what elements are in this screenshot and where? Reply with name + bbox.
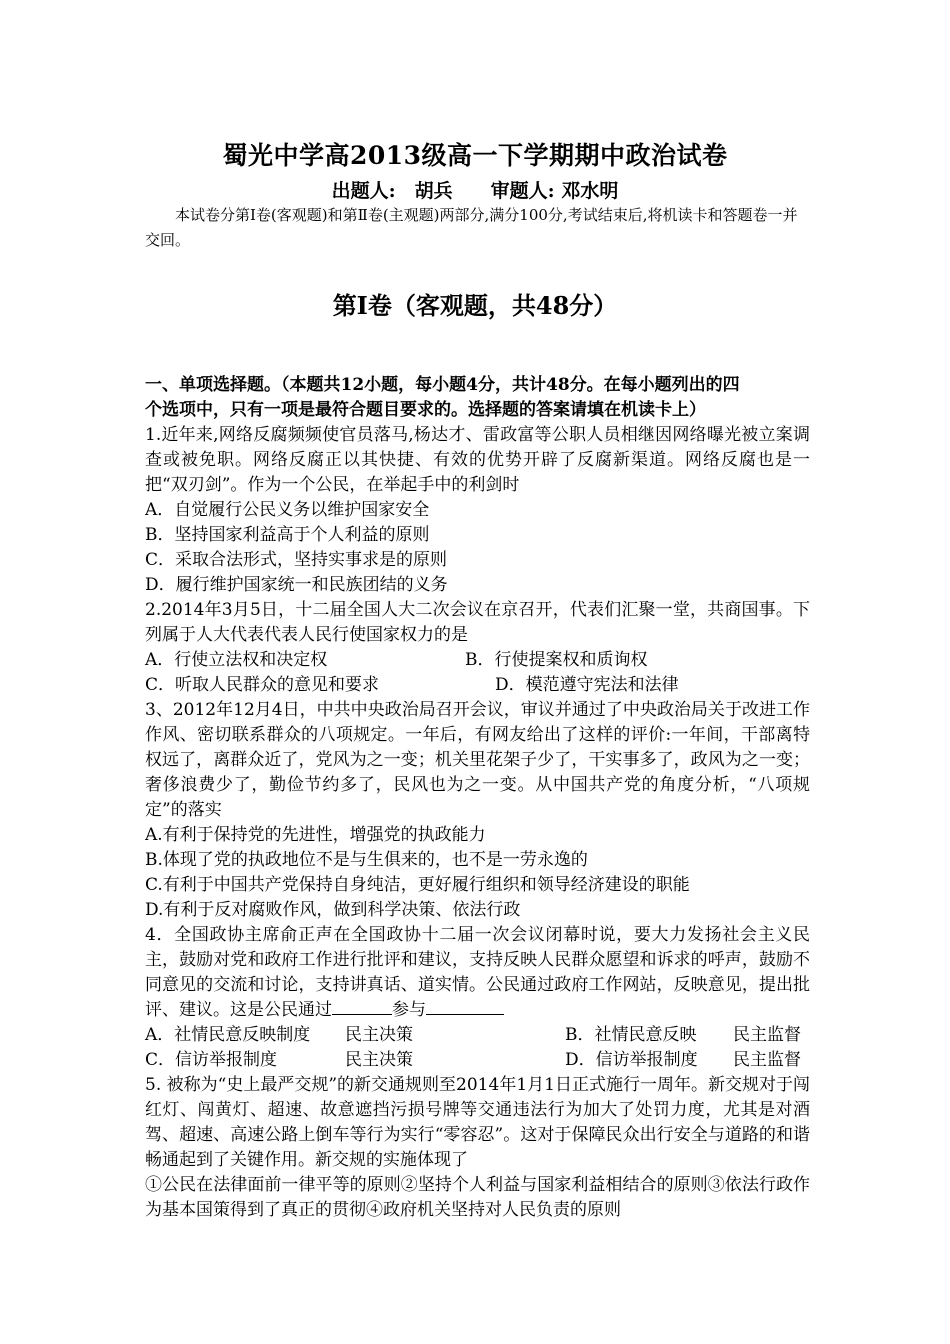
q3-option-c: C.有利于中国共产党保持自身纯洁，更好履行组织和领导经济建设的职能 <box>145 875 690 895</box>
q4-stem-text: 4．全国政协主席俞正声在全国政协十二届一次会议闭幕时说，要大力发扬社会主义民主，鼓励对党和政府工作进行批评和建议，支持反映人民群众愿望和诉求的呼声，鼓励不同意见的交流和讨论，支持讲真话、道实情。公民通过政府工作网站，反映意见，提出批评、建议。这是公民通过 <box>145 925 810 1020</box>
q4-blank-1 <box>332 998 392 1015</box>
q2-options-row1 <box>145 648 810 673</box>
q4-stem-mid: 参与 <box>392 1000 426 1020</box>
q2-options-row2 <box>145 673 810 698</box>
q4-option-b-2: 民主监督 <box>733 1025 801 1045</box>
q4-stem <box>145 923 810 1023</box>
q4-options-row2 <box>145 1048 810 1073</box>
q3-option-a: A.有利于保持党的先进性，增强党的执政能力 <box>145 825 486 845</box>
q4-option-d: D．信访举报制度 <box>565 1050 698 1070</box>
q3-option-d: D.有利于反对腐败作风，做到科学决策、依法行政 <box>145 900 521 920</box>
q4-option-c-2: 民主决策 <box>345 1050 413 1070</box>
q5-options: ①公民在法律面前一律平等的原则②坚持个人利益与国家利益相结合的原则③依法行政作为基本国策得到了真正的贯彻④政府机关坚持对人民负责的原则 <box>145 1175 810 1220</box>
q4-options-row1 <box>145 1023 810 1048</box>
q3-option-b: B.体现了党的执政地位不是与生俱来的，也不是一劳永逸的 <box>145 850 588 870</box>
q3-stem: 3、2012年12月4日，中共中央政治局召开会议，审议并通过了中央政治局关于改进工作作风、密切联系群众的八项规定。一年后，有网友给出了这样的评价:一年间，干部离特权远了，离群众近了，党风为之一变；机关里花架子少了，干实事多了，政风为之一变；奢侈浪费少了，勤俭节约多了，民风也为之一变。从中国共产党的角度分析，“八项规定”的落实 <box>145 700 810 820</box>
part-heading-line2: 个选项中，只有一项是最符合题目要求的。选择题的答案请填在机读卡上） <box>145 400 706 420</box>
q2-option-b: B．行使提案权和质询权 <box>465 650 648 670</box>
q2-option-a: A．行使立法权和决定权 <box>145 650 328 670</box>
q1-option-a: A．自觉履行公民义务以维护国家安全 <box>145 500 430 520</box>
section-title: 第Ⅰ卷（客观题，共48分） <box>332 291 618 320</box>
exam-authors: 出题人: 胡兵 审题人: 邓水明 <box>331 180 619 202</box>
q2-option-d: D．模范遵守宪法和法律 <box>495 675 679 695</box>
q1-option-c: C．采取合法形式，坚持实事求是的原则 <box>145 550 448 570</box>
q4-option-c: C．信访举报制度 <box>145 1050 278 1070</box>
q1-option-b: B．坚持国家利益高于个人利益的原则 <box>145 525 430 545</box>
q4-blank-2 <box>426 998 504 1015</box>
q1-stem: 1.近年来,网络反腐频频使官员落马,杨达才、雷政富等公职人员相继因网络曝光被立案调查或被免职。网络反腐正以其快捷、有效的优势开辟了反腐新渠道。网络反腐也是一把“双刃剑”。作为一个公民，在举起手中的利剑时 <box>145 425 810 495</box>
q2-option-c: C．听取人民群众的意见和要求 <box>145 675 380 695</box>
q2-stem: 2.2014年3月5日，十二届全国人大二次会议在京召开，代表们汇聚一堂，共商国事。下列属于人大代表代表人民行使国家权力的是 <box>145 600 810 645</box>
q5-stem: 5. 被称为“史上最严交规”的新交通规则至2014年1月1日正式施行一周年。新交规对于闯红灯、闯黄灯、超速、故意遮挡污损号牌等交通违法行为加大了处罚力度，尤其是对酒驾、超速、高速公路上倒车等行为实行“零容忍”。这对于保障民众出行安全与道路的和谐畅通起到了关键作用。新交规的实施体现了 <box>145 1075 810 1170</box>
q4-option-a: A．社情民意反映制度 <box>145 1025 311 1045</box>
q4-option-d-2: 民主监督 <box>733 1050 801 1070</box>
part-heading-line1: 一、单项选择题。（本题共12小题，每小题4分，共计48分。在每小题列出的四 <box>145 375 740 395</box>
q1-option-d: D．履行维护国家统一和民族团结的义务 <box>145 575 448 595</box>
q4-option-a-2: 民主决策 <box>345 1025 413 1045</box>
exam-title: 蜀光中学高2013级高一下学期期中政治试卷 <box>222 141 728 170</box>
exam-intro: 本试卷分第Ⅰ卷(客观题)和第Ⅱ卷(主观题)两部分,满分100分,考试结束后,将机读卡和答题卷一并交回。 <box>145 206 798 249</box>
questions-body <box>145 373 810 1223</box>
q4-option-b: B．社情民意反映 <box>565 1025 697 1045</box>
